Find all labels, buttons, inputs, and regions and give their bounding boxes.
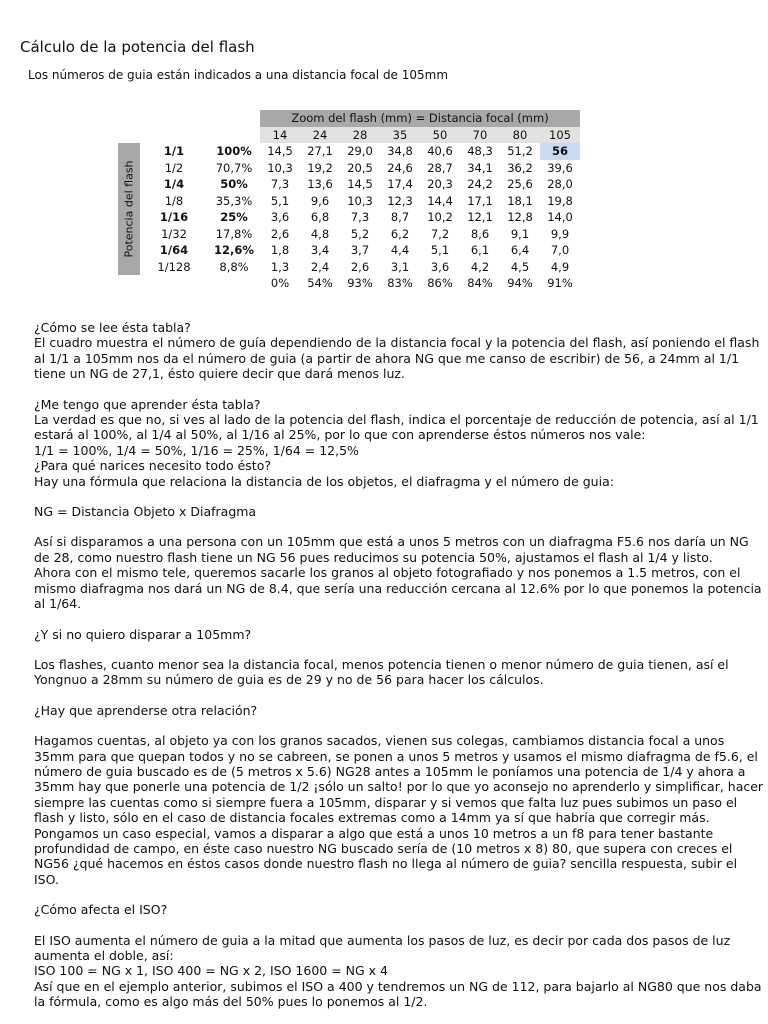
- guide-number-cell: 2,6: [350, 259, 370, 274]
- focal-length-header: 80: [500, 127, 540, 144]
- guide-number-cell: 19,2: [307, 160, 333, 175]
- guide-number-cell: 28,0: [547, 177, 573, 192]
- power-cell: 1/1: [163, 144, 185, 159]
- power-cell: 1/4: [163, 177, 185, 192]
- guide-number-cell: 4,2: [470, 259, 490, 274]
- power-percent-cell: 8,8%: [219, 259, 249, 274]
- guide-number-cell: 4,9: [550, 259, 570, 274]
- guide-number-cell: 17,4: [387, 177, 413, 192]
- guide-number-cell: 51,2: [507, 144, 533, 159]
- power-percent-cell: 12,6%: [214, 243, 254, 258]
- table-corner: [118, 127, 260, 144]
- paragraph: El ISO aumenta el número de guia a la mitad que aumenta los pasos de luz, es decir por cada dos pasos de luz aumenta el doble, así:: [34, 932, 731, 963]
- guide-number-cell: 14,4: [427, 193, 453, 208]
- power-percent-cell: 70,7%: [215, 160, 253, 175]
- paragraph: Hay una fórmula que relaciona la distancia de los objetos, el diafragma y el número de guia:: [34, 473, 614, 489]
- guide-number-cell: 2,4: [310, 259, 330, 274]
- guide-number-cell: 20,5: [347, 160, 373, 175]
- guide-number-cell: 6,2: [390, 226, 410, 241]
- paragraph: El cuadro muestra el número de guía dependiendo de la distancia focal y la potencia del flash, así poniendo el flash al 1/1 a 105mm nos da el número de guia (a partir de ahora NG que me canso de escribir) de 56, a 24mm al 1/1 tiene un NG de 27,1, ésto quiere decir que dará menos luz.: [34, 335, 760, 382]
- guide-number-table: [118, 110, 580, 292]
- reduction-cell: 93%: [347, 276, 373, 291]
- guide-number-cell: 8,7: [390, 210, 410, 225]
- guide-number-cell: 20,3: [427, 177, 453, 192]
- focal-length-header: 50: [420, 127, 460, 144]
- focal-length-header-row: [118, 127, 580, 144]
- guide-number-cell: 9,9: [550, 226, 570, 241]
- guide-number-cell: 1,3: [270, 259, 290, 274]
- guide-number-cell: 6,1: [470, 243, 490, 258]
- table-row: [118, 193, 580, 210]
- guide-number-cell: 13,6: [307, 177, 333, 192]
- power-summary: 1/1 = 100%, 1/4 = 50%, 1/16 = 25%, 1/64 = 12,5%: [34, 442, 359, 458]
- table-row: [118, 160, 580, 177]
- guide-number-cell: 34,1: [467, 160, 493, 175]
- reduction-row: [118, 275, 580, 292]
- power-side-label: [118, 143, 140, 275]
- reduction-cell: 86%: [427, 276, 453, 291]
- paragraph: Pongamos un caso especial, vamos a disparar a algo que está a unos 10 metros a un f8 para tener bastante profundidad de campo, en éste caso nuestro NG buscado sería de (10 metros x 8) 80, que supera con creces el NG56 ¿qué hacemos en éstos casos donde nuestro flash no llega al número de guia? sencilla respuesta, subir el ISO.: [34, 825, 738, 887]
- guide-number-cell: 8,6: [470, 226, 490, 241]
- power-side-label-text: Potencia del flash: [122, 160, 136, 258]
- table-row: [118, 143, 580, 160]
- guide-number-cell: 3,6: [430, 259, 450, 274]
- guide-number-cell: 10,3: [347, 193, 373, 208]
- reduction-cell: 94%: [507, 276, 533, 291]
- guide-number-cell: 3,7: [350, 243, 370, 258]
- table-corner: [118, 110, 260, 127]
- guide-number-cell: 29,0: [347, 144, 373, 159]
- guide-number-cell: 25,6: [507, 177, 533, 192]
- guide-number-cell: 2,6: [270, 226, 290, 241]
- guide-number-cell: 48,3: [467, 144, 493, 159]
- guide-number-cell: 3,1: [390, 259, 410, 274]
- guide-number-cell: 17,1: [467, 193, 493, 208]
- power-percent-cell: 35,3%: [215, 193, 253, 208]
- guide-number-cell: 9,1: [510, 226, 530, 241]
- paragraph: Los flashes, cuanto menor sea la distancia focal, menos potencia tienen o menor número de guia tienen, así el Yongnuo a 28mm su número de guia es de 29 y no de 56 para hacer los cálculos.: [34, 656, 729, 688]
- power-percent-cell: 50%: [220, 177, 248, 192]
- focal-length-header: 35: [380, 127, 420, 144]
- guide-number-cell: 56: [540, 143, 580, 160]
- power-cell: 1/64: [159, 243, 189, 258]
- guide-number-cell: 10,2: [427, 210, 453, 225]
- subtitle: Los números de guia están indicados a una distancia focal de 105mm: [28, 68, 449, 82]
- power-cell: 1/128: [157, 259, 191, 274]
- focal-length-header: 28: [340, 127, 380, 144]
- page-title: Cálculo de la potencia del flash: [20, 38, 255, 56]
- guide-number-cell: 5,1: [270, 193, 290, 208]
- guide-number-cell: 19,8: [547, 193, 573, 208]
- guide-number-table-wrapper: [118, 110, 580, 292]
- guide-number-cell: 39,6: [547, 160, 573, 175]
- guide-number-cell: 7,3: [350, 210, 370, 225]
- reduction-cell: 0%: [270, 276, 290, 291]
- question-heading: ¿Para qué narices necesito todo ésto?: [34, 458, 271, 474]
- power-cell: 1/16: [159, 210, 189, 225]
- power-cell: 1/32: [161, 226, 187, 241]
- focal-length-header: 24: [300, 127, 340, 144]
- table-body: [118, 143, 580, 275]
- guide-number-cell: 9,6: [310, 193, 330, 208]
- focal-length-header: 14: [260, 127, 300, 144]
- guide-number-cell: 28,7: [427, 160, 453, 175]
- guide-number-cell: 3,4: [310, 243, 330, 258]
- power-percent-cell: 17,8%: [215, 226, 253, 241]
- power-cell: 1/8: [164, 193, 184, 208]
- table-header-title: Zoom del flash (mm) = Distancia focal (mm): [260, 110, 580, 127]
- guide-number-cell: 7,0: [550, 243, 570, 258]
- reduction-cell: 54%: [307, 276, 333, 291]
- guide-number-cell: 6,4: [510, 243, 530, 258]
- guide-number-cell: 24,6: [387, 160, 413, 175]
- guide-number-cell: 1,8: [270, 243, 290, 258]
- iso-summary: ISO 100 = NG x 1, ISO 400 = NG x 2, ISO 1600 = NG x 4: [34, 963, 388, 979]
- table-row: [118, 226, 580, 243]
- article-body: [34, 320, 764, 1010]
- guide-number-cell: 12,8: [507, 210, 533, 225]
- question-heading: ¿Cómo se lee ésta tabla?: [34, 320, 191, 335]
- guide-number-cell: 14,0: [547, 210, 573, 225]
- question-heading: ¿Hay que aprenderse otra relación?: [34, 702, 258, 718]
- guide-number-cell: 27,1: [307, 144, 333, 159]
- reduction-cell: 91%: [547, 276, 573, 291]
- paragraph: Ahora con el mismo tele, queremos sacarle los granos al objeto fotografiado y nos ponemos a 1.5 metros, con el mismo diafragma nos dará un NG de 8.4, que sería una reducción cercana al 12.6% por lo que ponemos la potencia al 1/64.: [34, 565, 762, 612]
- paragraph: Hagamos cuentas, al objeto ya con los granos sacados, vienen sus colegas, cambiamos distancia focal a unos 35mm para que quepan todos y no se cabreen, se ponen a unos 5 metros y usamos el mismo diafragma de f5.6, el número de guia buscado es de (5 metros x 5.6) NG28 antes a 105mm le poníamos una potencia de 1/4 y ahora a 35mm hay que ponerle una potencia de 1/2 ¡sólo un salto! por lo que yo aconsejo no aprenderlo y simplificar, hacer siempre las cuentas como si siempre fuera a 105mm, disparar y si vemos que falta luz pues subimos un paso el flash y listo, sólo en el caso de distancia focales extremas como a 14mm ya sí que habría que corregir más.: [34, 733, 764, 826]
- table-row: [118, 242, 580, 259]
- table-row: [118, 209, 580, 226]
- guide-number-cell: 14,5: [347, 177, 373, 192]
- guide-number-cell: 10,3: [267, 160, 293, 175]
- question-heading: ¿Y si no quiero disparar a 105mm?: [34, 626, 252, 642]
- guide-number-cell: 18,1: [507, 193, 533, 208]
- guide-number-cell: 5,2: [350, 226, 370, 241]
- guide-number-cell: 7,3: [270, 177, 290, 192]
- table-corner: [118, 275, 260, 292]
- focal-length-header: 70: [460, 127, 500, 144]
- power-cell: 1/2: [164, 160, 184, 175]
- guide-number-cell: 14,5: [267, 144, 293, 159]
- table-row: [118, 259, 580, 276]
- guide-number-cell: 34,8: [387, 144, 413, 159]
- question-heading: ¿Cómo afecta el ISO?: [34, 902, 168, 918]
- focal-length-header: 105: [540, 127, 580, 144]
- guide-number-cell: 5,1: [430, 243, 450, 258]
- guide-number-cell: 36,2: [507, 160, 533, 175]
- guide-number-cell: 4,8: [310, 226, 330, 241]
- guide-number-cell: 12,3: [387, 193, 413, 208]
- guide-number-cell: 24,2: [467, 177, 493, 192]
- guide-number-cell: 7,2: [430, 226, 450, 241]
- power-percent-cell: 25%: [220, 210, 248, 225]
- guide-number-cell: 3,6: [270, 210, 290, 225]
- guide-number-cell: 12,1: [467, 210, 493, 225]
- guide-number-cell: 4,5: [510, 259, 530, 274]
- formula: NG = Distancia Objeto x Diafragma: [34, 504, 257, 520]
- table-row: [118, 176, 580, 193]
- guide-number-cell: 6,8: [310, 210, 330, 225]
- reduction-cell: 84%: [467, 276, 493, 291]
- reduction-cell: 83%: [387, 276, 413, 291]
- paragraph: La verdad es que no, si ves al lado de la potencia del flash, indica el porcentaje de reducción de potencia, así al 1/1 estará al 100%, al 1/4 al 50%, al 1/16 al 25%, por lo que con aprenderse éstos números nos vale:: [34, 412, 759, 443]
- paragraph: Así si disparamos a una persona con un 105mm que está a unos 5 metros con un diafragma F5.6 nos daría un NG de 28, como nuestro flash tiene un NG 56 pues reducimos su potencia 50%, ajustamos el flash al 1/4 y listo.: [34, 534, 749, 565]
- question-heading: ¿Me tengo que aprender ésta tabla?: [34, 396, 261, 412]
- guide-number-cell: 4,4: [390, 243, 410, 258]
- paragraph: Así que en el ejemplo anterior, subimos el ISO a 400 y tendremos un NG de 112, para bajarlo al NG80 que nos daba la fórmula, como es algo más del 50% pues lo ponemos al 1/2.: [34, 978, 762, 1010]
- power-percent-cell: 100%: [216, 144, 252, 159]
- guide-number-cell: 40,6: [427, 144, 453, 159]
